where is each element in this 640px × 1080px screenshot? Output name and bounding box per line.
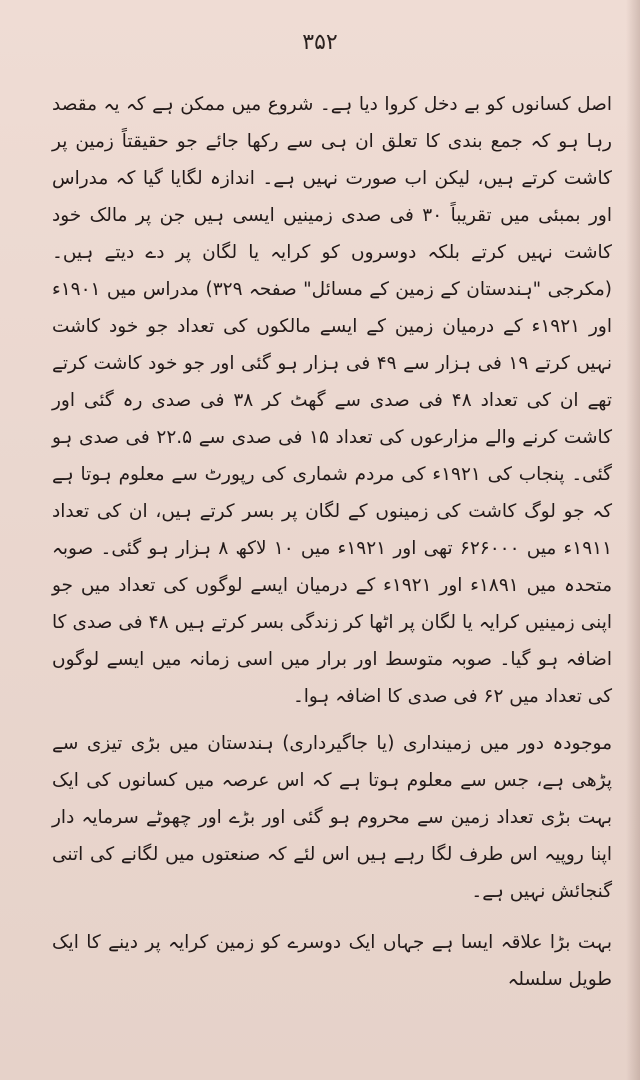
paragraph-2: موجودہ دور میں زمینداری (یا جاگیرداری) ہندستان میں بڑی تیزی سے پڑھی ہے، جس سے معلوم ہوتا ہے کہ اس عرصہ میں کسانوں کی ایک بہت بڑی تعداد زمین سے محروم ہو گئی اور بڑے اور چھوٹے سرمایہ دار اپنا روپیہ اس طرف لگا رہے ہیں اس لئے کہ صنعتوں میں لگانے کی اتنی گنجائش نہیں ہے۔ bbox=[52, 733, 612, 902]
page-number: ۳۵۲ bbox=[302, 30, 338, 55]
paragraph-3: بہت بڑا علاقہ ایسا ہے جہاں ایک دوسرے کو زمین کرایہ پر دینے کا ایک طویل سلسلہ bbox=[52, 932, 612, 990]
page-body bbox=[52, 86, 612, 998]
page-edge-shadow bbox=[626, 0, 640, 1080]
paragraph-1: اصل کسانوں کو بے دخل کروا دیا ہے۔ شروع میں ممکن ہے کہ یہ مقصد رہا ہو کہ جمع بندی کا تعلق ان ہی سے رکھا جائے جو حقیقتاً زمین پر کاشت کرتے ہیں، لیکن اب صورت نہیں ہے۔ اندازہ لگایا گیا کہ مدراس اور بمبئی میں تقریباً ۳۰ فی صدی زمینیں ایسی ہیں جن پر مالک خود کاشت نہیں کرتے بلکہ دوسروں کو کرایہ یا لگان پر دے دیتے ہیں۔ (مکرجی "ہندستان کے زمین کے مسائل" صفحہ ۳۲۹) مدراس میں ۱۹۰۱ء اور ۱۹۲۱ء کے درمیان زمین کے ایسے مالکوں کی تعداد جو خود کاشت نہیں کرتے ۱۹ فی ہزار سے ۴۹ فی ہزار ہو گئی اور جو خود کاشت کرتے تھے ان کی تعداد ۴۸ فی صدی سے گھٹ کر ۳۸ فی صدی رہ گئی اور کاشت کرنے والے مزارعوں کی تعداد ۱۵ فی صدی سے ۲۲.۵ فی صدی ہو گئی۔ پنجاب کی ۱۹۲۱ء کی مردم شماری کی رپورٹ سے معلوم ہوتا ہے کہ جو لوگ کاشت کی زمینوں کے لگان پر بسر کرتے ہیں، ان کی تعداد ۱۹۱۱ء میں ۶۲۶۰۰۰ تھی اور ۱۹۲۱ء میں ۱۰ لاکھ ۸ ہزار ہو گئی۔ صوبہ متحدہ میں ۱۸۹۱ء اور ۱۹۲۱ء کے درمیان ایسے لوگوں کی تعداد میں جو اپنی زمینیں کرایہ یا لگان پر اٹھا کر زندگی بسر کرتے ہیں ۴۸ فی صدی کا اضافہ ہو گیا۔ صوبہ متوسط اور برار میں اسی زمانہ میں ایسے لوگوں کی تعداد میں ۶۲ فی صدی کا اضافہ ہوا۔ bbox=[52, 94, 613, 707]
